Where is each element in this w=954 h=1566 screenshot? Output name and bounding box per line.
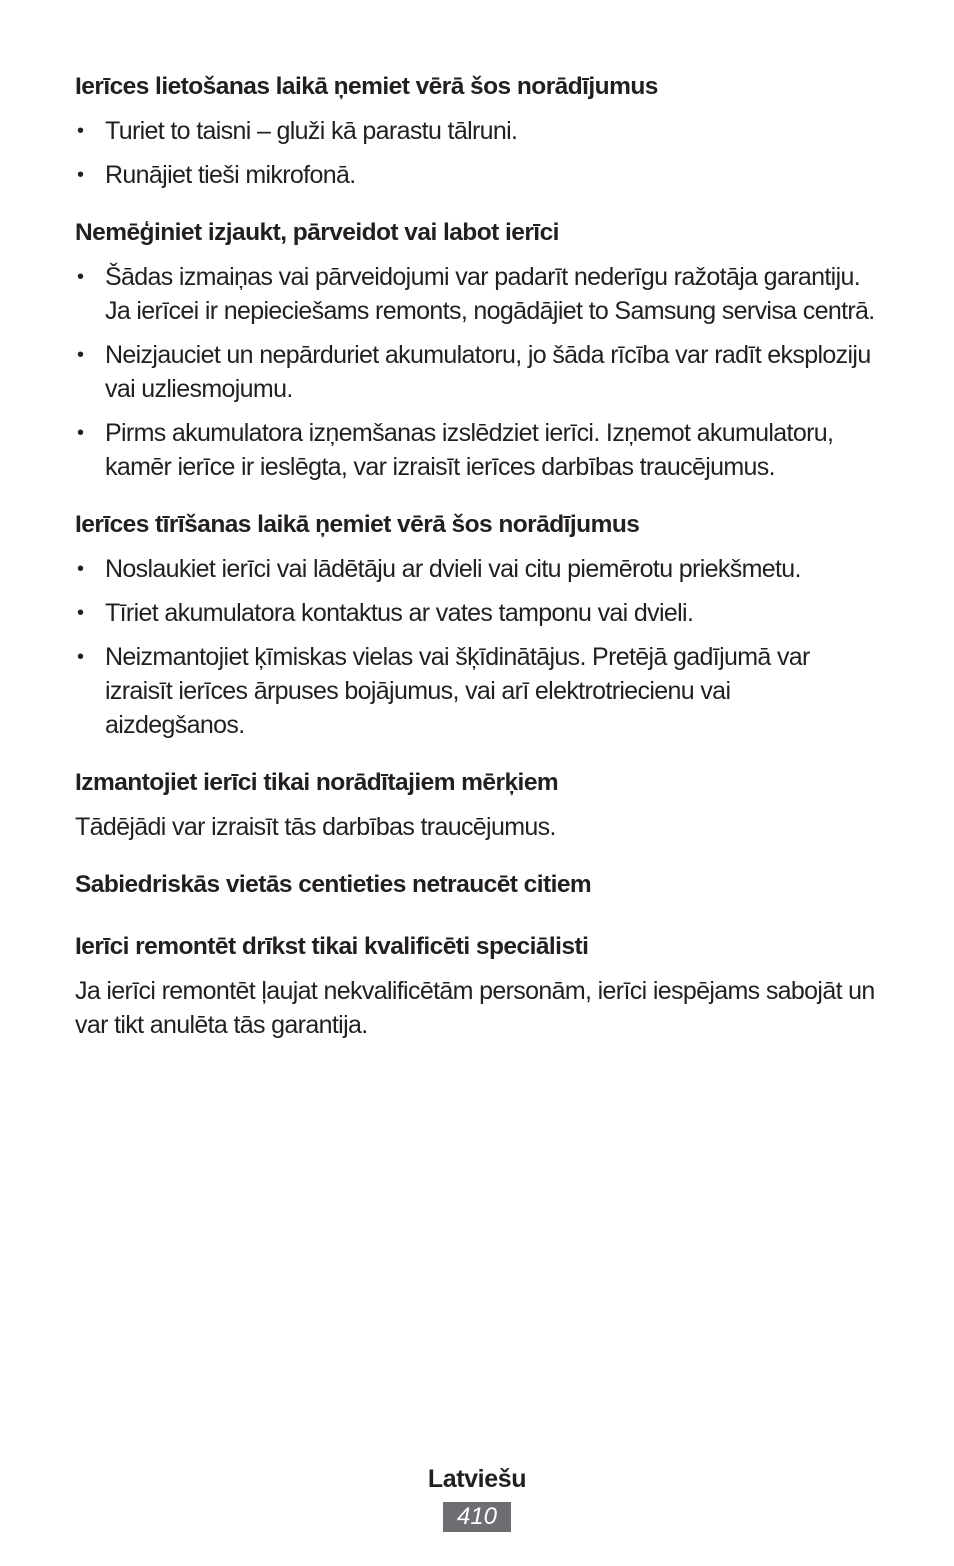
list-item-text: Neizmantojiet ķīmiskas vielas vai šķīdinātājus. Pretējā gadījumā var izraisīt ierīces ārpuses bojājumus, vai arī elektrotriecienu vai aizdegšanos. (105, 643, 810, 739)
section-text: Tādējādi var izraisīt tās darbības traucējumus. (75, 813, 556, 841)
bullet-list (75, 114, 875, 192)
page-footer (0, 1462, 954, 1532)
section-cleaning (75, 508, 875, 742)
bullet-icon: • (77, 120, 84, 142)
list-item (75, 158, 875, 192)
list-item (75, 114, 875, 148)
section-heading: Nemēģiniet izjaukt, pārveidot vai labot ierīci (75, 219, 559, 246)
list-item (75, 596, 875, 630)
section-public-places (75, 868, 875, 902)
footer-language: Latviešu (427, 1465, 527, 1493)
list-item-text: Šādas izmaiņas vai pārveidojumi var padarīt nederīgu ražotāja garantiju. Ja ierīcei ir nepieciešams remonts, nogādājiet to Samsung servisa centrā. (105, 263, 875, 325)
list-item (75, 640, 875, 742)
section-heading: Ierīces tīrīšanas laikā ņemiet vērā šos norādījumus (75, 511, 640, 538)
section-heading: Ierīci remontēt drīkst tikai kvalificēti speciālisti (75, 933, 589, 960)
list-item (75, 260, 875, 328)
list-item (75, 416, 875, 484)
list-item (75, 552, 875, 586)
section-usage (75, 70, 875, 192)
list-item-text: Neizjauciet un nepārduriet akumulatoru, jo šāda rīcība var radīt eksploziju vai uzliesmojumu. (105, 341, 871, 403)
section-heading: Sabiedriskās vietās centieties netraucēt citiem (75, 871, 592, 898)
section-intended-use (75, 766, 875, 844)
bullet-icon: • (77, 558, 84, 580)
bullet-icon: • (77, 422, 84, 444)
bullet-icon: • (77, 164, 84, 186)
bullet-icon: • (77, 344, 84, 366)
section-qualified-repair (75, 930, 875, 1042)
document-body (75, 70, 875, 1042)
bullet-icon: • (77, 602, 84, 624)
section-text: Ja ierīci remontēt ļaujat nekvalificētām personām, ierīci iespējams sabojāt un var tikt anulēta tās garantija. (75, 977, 875, 1039)
bullet-list (75, 260, 875, 484)
list-item-text: Runājiet tieši mikrofonā. (105, 161, 356, 189)
list-item-text: Pirms akumulatora izņemšanas izslēdziet ierīci. Izņemot akumulatoru, kamēr ierīce ir ieslēgta, var izraisīt ierīces darbības traucējumus. (105, 419, 834, 481)
list-item-text: Turiet to taisni – gluži kā parastu tālruni. (105, 117, 518, 145)
section-heading: Ierīces lietošanas laikā ņemiet vērā šos norādījumus (75, 73, 658, 100)
list-item-text: Tīriet akumulatora kontaktus ar vates tamponu vai dvieli. (105, 599, 694, 627)
bullet-icon: • (77, 266, 84, 288)
list-item (75, 338, 875, 406)
bullet-icon: • (77, 646, 84, 668)
list-item-text: Noslaukiet ierīci vai lādētāju ar dvieli vai citu piemērotu priekšmetu. (105, 555, 801, 583)
section-no-disassembly (75, 216, 875, 484)
page-number: 410 (443, 1502, 511, 1532)
bullet-list (75, 552, 875, 742)
section-heading: Izmantojiet ierīci tikai norādītajiem mērķiem (75, 769, 559, 796)
